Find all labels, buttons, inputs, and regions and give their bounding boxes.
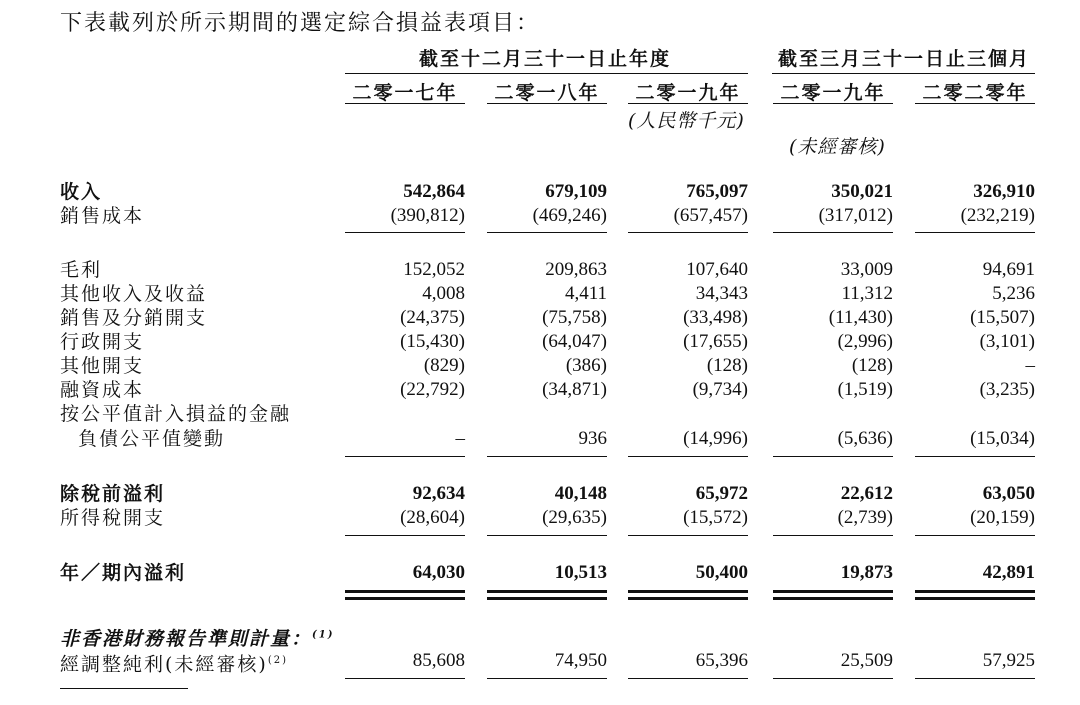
cell-value: (29,635) <box>542 507 607 528</box>
footnote-ref: (2) <box>267 655 288 666</box>
row-label: 所得稅開支 <box>60 507 166 529</box>
row-label: 毛利 <box>60 259 103 281</box>
row-label: 收入 <box>60 181 103 203</box>
cell-value: (64,047) <box>542 331 607 352</box>
total-rule <box>628 597 748 600</box>
row-label: 其他收入及收益 <box>60 283 208 305</box>
row-label: 銷售及分銷開支 <box>60 307 208 329</box>
cell-value: 65,396 <box>695 650 748 671</box>
cell-value: (317,012) <box>818 205 893 226</box>
total-rule <box>487 590 607 593</box>
cell-value: 33,009 <box>840 259 893 280</box>
cell-value: 326,910 <box>973 181 1035 202</box>
row-label: 行政開支 <box>60 331 145 353</box>
row-label-wrapper <box>60 650 288 675</box>
subtotal-rule <box>773 535 893 536</box>
table-row <box>0 428 1080 450</box>
subtotal-rule <box>915 678 1035 679</box>
table-row <box>0 650 1080 676</box>
cell-value: (22,792) <box>400 379 465 400</box>
cell-value: (75,758) <box>542 307 607 328</box>
cell-value: 936 <box>578 428 607 449</box>
total-rule <box>345 597 465 600</box>
cell-value: (15,430) <box>400 331 465 352</box>
table-row <box>0 283 1080 305</box>
cell-value: 11,312 <box>841 283 893 304</box>
cell-value: (28,604) <box>400 507 465 528</box>
cell-value: 679,109 <box>545 181 607 202</box>
non-hkfrs-header-text: 非香港財務報告準則計量： <box>60 628 313 650</box>
total-rule <box>915 597 1035 600</box>
cell-value: 4,008 <box>422 283 465 304</box>
table-row <box>0 355 1080 377</box>
table-row <box>0 331 1080 353</box>
cell-value: 85,608 <box>412 650 465 671</box>
subtotal-rule <box>345 535 465 536</box>
cell-value: (9,734) <box>692 379 748 400</box>
subtotal-rule <box>628 232 748 233</box>
quarter-2019: 二零一九年 <box>780 82 886 104</box>
table-row <box>0 181 1080 203</box>
cell-value: (15,034) <box>970 428 1035 449</box>
cell-value: (386) <box>565 355 607 376</box>
year-rule <box>773 103 893 104</box>
non-hkfrs-header <box>60 624 334 651</box>
cell-value: (15,507) <box>970 307 1035 328</box>
table-row <box>0 259 1080 281</box>
unaudited-note: (未經審核) <box>789 136 886 158</box>
row-label: 經調整純利(未經審核) <box>60 653 268 676</box>
subtotal-rule <box>773 678 893 679</box>
cell-value: 92,634 <box>412 483 465 504</box>
cell-value: 4,411 <box>564 283 607 304</box>
subtotal-rule <box>487 535 607 536</box>
cell-value: 65,972 <box>695 483 748 504</box>
cell-value: 40,148 <box>554 483 607 504</box>
cell-value: (5,636) <box>837 428 893 449</box>
cell-value: (11,430) <box>828 307 893 328</box>
cell-value: 25,509 <box>840 650 893 671</box>
unit-note: (人民幣千元) <box>628 110 745 132</box>
cell-value: (20,159) <box>970 507 1035 528</box>
cell-value: 94,691 <box>982 259 1035 280</box>
table-row <box>0 483 1080 505</box>
footnote-ref: (1) <box>312 629 335 641</box>
row-label: 其他開支 <box>60 355 145 377</box>
subtotal-rule <box>773 456 893 457</box>
year-2017: 二零一七年 <box>352 82 458 104</box>
year-rule <box>915 103 1035 104</box>
total-rule <box>915 590 1035 593</box>
row-label: 銷售成本 <box>60 205 145 227</box>
cell-value: 765,097 <box>686 181 748 202</box>
cell-value: (14,996) <box>683 428 748 449</box>
cell-value: 64,030 <box>412 562 465 583</box>
cell-value: (17,655) <box>683 331 748 352</box>
cell-value: (2,739) <box>837 507 893 528</box>
cell-value: (829) <box>423 355 465 376</box>
cell-value: 107,640 <box>686 259 748 280</box>
cell-value: (128) <box>706 355 748 376</box>
subtotal-rule <box>487 678 607 679</box>
row-label: 按公平值計入損益的金融 <box>60 403 292 425</box>
year-rule <box>345 103 465 104</box>
cell-value: (469,246) <box>532 205 607 226</box>
cell-value: 74,950 <box>554 650 607 671</box>
cell-value: 350,021 <box>831 181 893 202</box>
table-row <box>0 507 1080 529</box>
table-row <box>0 562 1080 584</box>
year-2019: 二零一九年 <box>635 82 741 104</box>
cell-value: (232,219) <box>960 205 1035 226</box>
cell-value: (128) <box>851 355 893 376</box>
row-label: 除稅前溢利 <box>60 483 166 505</box>
annual-group-rule <box>345 73 748 74</box>
cell-value: – <box>1025 355 1035 376</box>
cell-value: 63,050 <box>982 483 1035 504</box>
total-rule <box>773 597 893 600</box>
year-rule <box>487 103 607 104</box>
total-rule <box>487 597 607 600</box>
cell-value: 542,864 <box>403 181 465 202</box>
table-row <box>0 205 1080 227</box>
cell-value: (3,101) <box>979 331 1035 352</box>
subtotal-rule <box>628 535 748 536</box>
total-rule <box>345 590 465 593</box>
cell-value: 42,891 <box>982 562 1035 583</box>
cell-value: 209,863 <box>545 259 607 280</box>
cell-value: 22,612 <box>840 483 893 504</box>
cell-value: (24,375) <box>400 307 465 328</box>
cell-value: (33,498) <box>683 307 748 328</box>
cell-value: (34,871) <box>542 379 607 400</box>
cell-value: (3,235) <box>979 379 1035 400</box>
row-label: 年／期內溢利 <box>60 562 187 584</box>
cell-value: (1,519) <box>837 379 893 400</box>
subtotal-rule <box>345 232 465 233</box>
cell-value: 19,873 <box>840 562 893 583</box>
subtotal-rule <box>628 678 748 679</box>
cell-value: (2,996) <box>837 331 893 352</box>
intro-text: 下表載列於所示期間的選定綜合損益表項目： <box>60 11 541 36</box>
year-2018: 二零一八年 <box>494 82 600 104</box>
subtotal-rule <box>915 456 1035 457</box>
subtotal-rule <box>628 456 748 457</box>
total-rule <box>773 590 893 593</box>
subtotal-rule <box>487 456 607 457</box>
subtotal-rule <box>915 535 1035 536</box>
cell-value: (657,457) <box>673 205 748 226</box>
footnote-divider <box>60 688 188 689</box>
cell-value: 50,400 <box>695 562 748 583</box>
total-rule <box>628 590 748 593</box>
row-label: 負債公平值變動 <box>78 428 226 450</box>
subtotal-rule <box>487 232 607 233</box>
subtotal-rule <box>345 456 465 457</box>
subtotal-rule <box>345 678 465 679</box>
row-label: 融資成本 <box>60 379 145 401</box>
quarter-group-header: 截至三月三十一日止三個月 <box>777 48 1030 70</box>
year-rule <box>628 103 748 104</box>
subtotal-rule <box>915 232 1035 233</box>
table-row <box>0 403 1080 425</box>
cell-value: (390,812) <box>390 205 465 226</box>
subtotal-rule <box>773 232 893 233</box>
cell-value: (15,572) <box>683 507 748 528</box>
cell-value: 34,343 <box>695 283 748 304</box>
cell-value: – <box>455 428 465 449</box>
table-row <box>0 307 1080 329</box>
quarter-group-rule <box>772 73 1035 74</box>
cell-value: 152,052 <box>403 259 465 280</box>
table-row <box>0 379 1080 401</box>
annual-group-header: 截至十二月三十一日止年度 <box>418 48 671 70</box>
cell-value: 5,236 <box>992 283 1035 304</box>
cell-value: 57,925 <box>982 650 1035 671</box>
quarter-2020: 二零二零年 <box>922 82 1028 104</box>
cell-value: 10,513 <box>554 562 607 583</box>
